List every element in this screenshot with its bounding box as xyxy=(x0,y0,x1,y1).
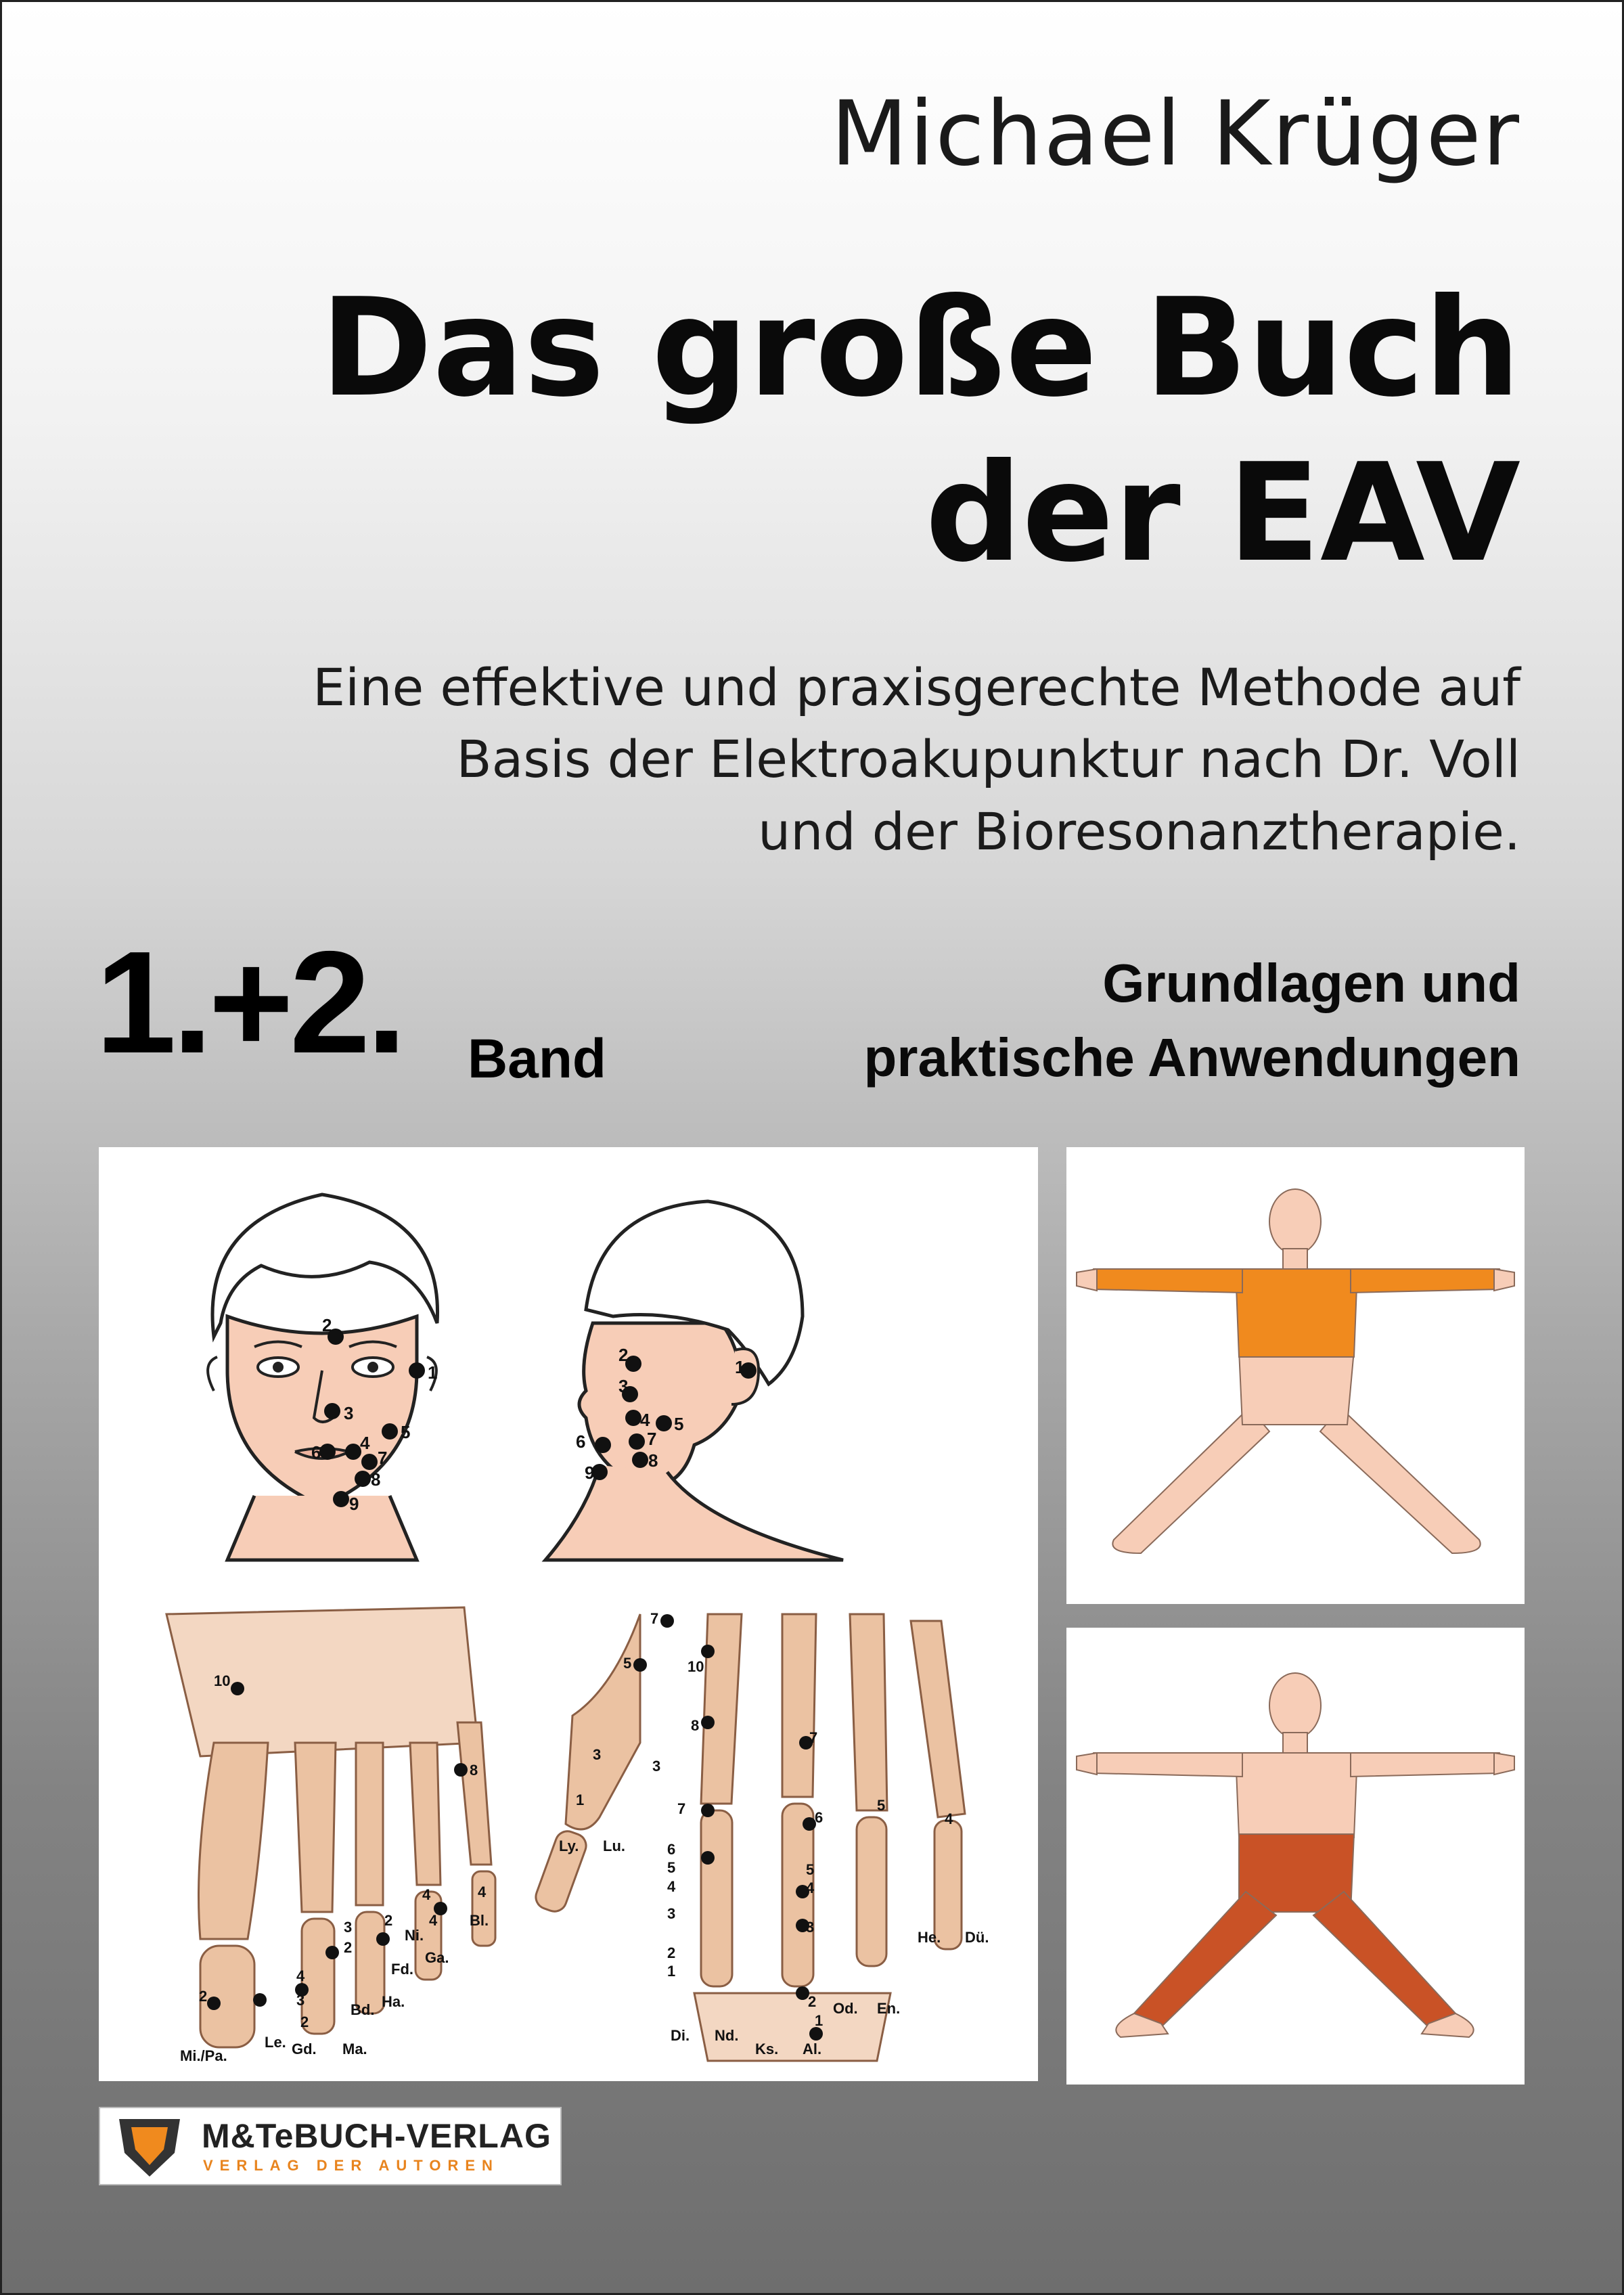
face-front-label: 3 xyxy=(344,1403,354,1423)
hand-label: 1 xyxy=(667,1963,676,1980)
hand-label: Lu. xyxy=(603,1837,625,1854)
face-side-label: 2 xyxy=(618,1345,629,1365)
hand-label: 2 xyxy=(667,1944,676,1961)
face-side-label: 7 xyxy=(647,1429,657,1449)
upper-body-figure xyxy=(1066,1147,1525,1604)
title-line-1: Das große Buch xyxy=(320,269,1520,427)
face-front-label: 1 xyxy=(428,1362,438,1383)
foot-label: 2 xyxy=(199,1988,208,2005)
foot-label: 10 xyxy=(214,1672,231,1689)
face-side-label: 3 xyxy=(618,1376,629,1396)
hand-label: Al. xyxy=(803,2041,822,2057)
hand-label: 6 xyxy=(667,1841,676,1858)
book-subtitle xyxy=(313,652,1520,868)
hand-label: 7 xyxy=(650,1610,659,1627)
foot-label: 4 xyxy=(422,1886,431,1903)
hand-label: Ks. xyxy=(755,2041,779,2057)
subtitle-line-1: Eine effektive und praxisgerechte Methode auf xyxy=(313,657,1520,717)
foot-label: 4 xyxy=(429,1912,438,1929)
foot-label: 2 xyxy=(300,2013,309,2030)
anatomy-illustration xyxy=(99,1147,1038,2081)
hand-label: 1 xyxy=(576,1791,585,1808)
anatomy-illustration-panel xyxy=(99,1147,1038,2081)
hand-label: 6 xyxy=(815,1809,824,1826)
hand-label: Nd. xyxy=(715,2027,739,2044)
face-front-label: 7 xyxy=(378,1448,388,1468)
hand-label: 7 xyxy=(809,1729,818,1746)
face-side-label: 1 xyxy=(735,1357,745,1377)
hand-label: 5 xyxy=(806,1861,815,1878)
hand-label: 7 xyxy=(677,1800,686,1817)
foot-label: Ha. xyxy=(382,1993,405,2010)
hand-label: Di. xyxy=(671,2027,690,2044)
face-side-illustration xyxy=(545,1201,843,1560)
upper-body-figure-panel xyxy=(1066,1147,1525,1604)
hand-label: He. xyxy=(918,1929,941,1946)
hand-label: 3 xyxy=(806,1919,815,1936)
hand-label: 8 xyxy=(691,1717,700,1734)
publisher-tagline: VERLAG DER AUTOREN xyxy=(203,2157,499,2174)
face-side-label: 4 xyxy=(640,1410,650,1430)
hand-label: Od. xyxy=(833,2000,858,2017)
foot-label: 4 xyxy=(478,1884,487,1900)
hand-label: 5 xyxy=(877,1797,886,1814)
volume-subtitle-line-1: Grundlagen und xyxy=(1102,953,1520,1013)
title-line-2: der EAV xyxy=(925,435,1520,592)
face-front-label: 4 xyxy=(360,1433,370,1453)
foot-label: Gd. xyxy=(292,2041,317,2057)
foot-label: Ma. xyxy=(342,2041,367,2057)
volume-subtitle xyxy=(863,946,1520,1096)
hand-label: 4 xyxy=(667,1878,676,1895)
hand-label: 2 xyxy=(808,1993,817,2010)
subtitle-line-3: und der Bioresonanztherapie. xyxy=(758,801,1520,862)
hand-label: Dü. xyxy=(965,1929,989,1946)
hand-label: 4 xyxy=(806,1879,815,1896)
foot-label: Le. xyxy=(265,2034,286,2051)
publisher-logo xyxy=(99,2107,562,2185)
face-front-label: 6 xyxy=(311,1442,321,1463)
foot-label: Bl. xyxy=(470,1912,489,1929)
foot-label: 8 xyxy=(470,1762,478,1779)
hand-label: 5 xyxy=(667,1859,676,1876)
hand-label: 3 xyxy=(593,1746,602,1763)
volume-number: 1.+2. xyxy=(95,920,403,1084)
foot-label: Fd. xyxy=(391,1961,413,1978)
volume-label: Band xyxy=(468,1028,606,1090)
foot-label: Ga. xyxy=(425,1949,449,1966)
volume-subtitle-line-2: praktische Anwendungen xyxy=(863,1027,1520,1088)
face-front-label: 5 xyxy=(401,1422,411,1442)
hand-bones-illustration xyxy=(533,1614,965,2061)
foot-label: 4 xyxy=(296,1967,305,1984)
face-side-label: 8 xyxy=(648,1450,658,1471)
author-name: Michael Krüger xyxy=(830,82,1520,186)
foot-label: 3 xyxy=(296,1992,305,2009)
face-front-label: 8 xyxy=(371,1469,381,1490)
subtitle-line-2: Basis der Elektroakupunktur nach Dr. Voll xyxy=(456,729,1520,790)
hand-label: 3 xyxy=(652,1758,661,1775)
face-side-label: 6 xyxy=(576,1431,586,1452)
hand-label: Ly. xyxy=(559,1837,579,1854)
hand-label: 10 xyxy=(687,1658,704,1675)
hand-label: 5 xyxy=(623,1655,632,1672)
foot-label: Ni. xyxy=(405,1927,424,1944)
foot-label: 2 xyxy=(344,1939,353,1956)
lower-body-figure xyxy=(1066,1628,1525,2085)
lower-body-figure-panel xyxy=(1066,1628,1525,2085)
hand-label: 3 xyxy=(667,1905,676,1922)
face-front-label: 9 xyxy=(349,1494,359,1514)
foot-label: 2 xyxy=(384,1912,393,1929)
face-front-illustration xyxy=(208,1195,437,1560)
face-side-label: 5 xyxy=(674,1414,684,1434)
publisher-name: M&TeBUCH-VERLAG xyxy=(202,2117,551,2155)
book-title xyxy=(320,266,1520,596)
hand-label: 4 xyxy=(945,1810,953,1827)
publisher-shield-icon xyxy=(112,2112,187,2180)
foot-label: 3 xyxy=(344,1919,353,1936)
foot-label: Bd. xyxy=(351,2001,375,2018)
hand-label: En. xyxy=(877,2000,901,2017)
foot-label: Mi./Pa. xyxy=(180,2047,227,2064)
hand-label: 1 xyxy=(815,2012,824,2029)
face-front-label: 2 xyxy=(322,1315,332,1335)
face-side-label: 9 xyxy=(585,1463,595,1483)
